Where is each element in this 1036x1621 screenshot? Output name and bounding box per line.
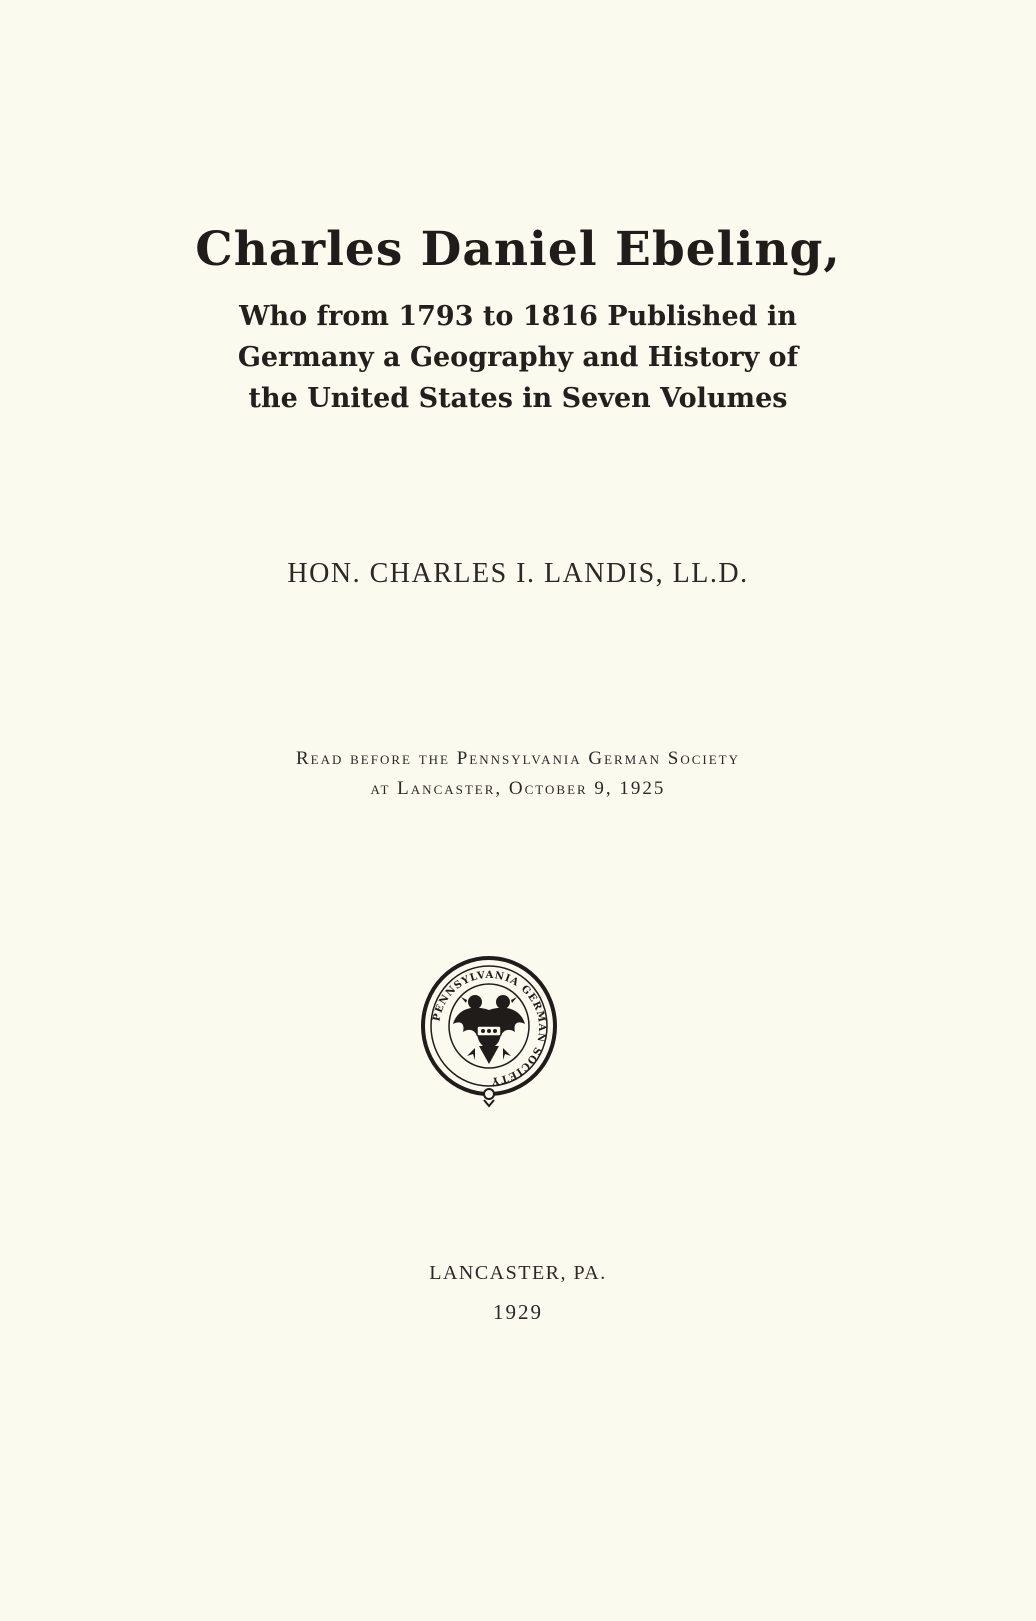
read-before-line: at Lancaster, October 9, 1925 bbox=[370, 778, 666, 799]
seal-ring-text: PENNSYLVANIA GERMAN SOCIETY bbox=[431, 969, 548, 1087]
publication-place: LANCASTER, PA. bbox=[429, 1262, 607, 1284]
subtitle-line: the United States in Seven Volumes bbox=[248, 383, 788, 414]
author-name: HON. CHARLES I. LANDIS, LL.D. bbox=[287, 558, 749, 589]
subtitle-line: Who from 1793 to 1816 Published in bbox=[239, 301, 797, 332]
read-before-note bbox=[0, 744, 1036, 804]
read-before-line: Read before the Pennsylvania German Society bbox=[295, 748, 740, 769]
pennsylvania-german-society-seal-icon bbox=[405, 948, 573, 1108]
book-title: Charles Daniel Ebeling, bbox=[195, 222, 841, 277]
book-subtitle bbox=[0, 296, 1036, 419]
subtitle-line: Germany a Geography and History of bbox=[237, 342, 799, 373]
publication-year: 1929 bbox=[493, 1300, 543, 1324]
